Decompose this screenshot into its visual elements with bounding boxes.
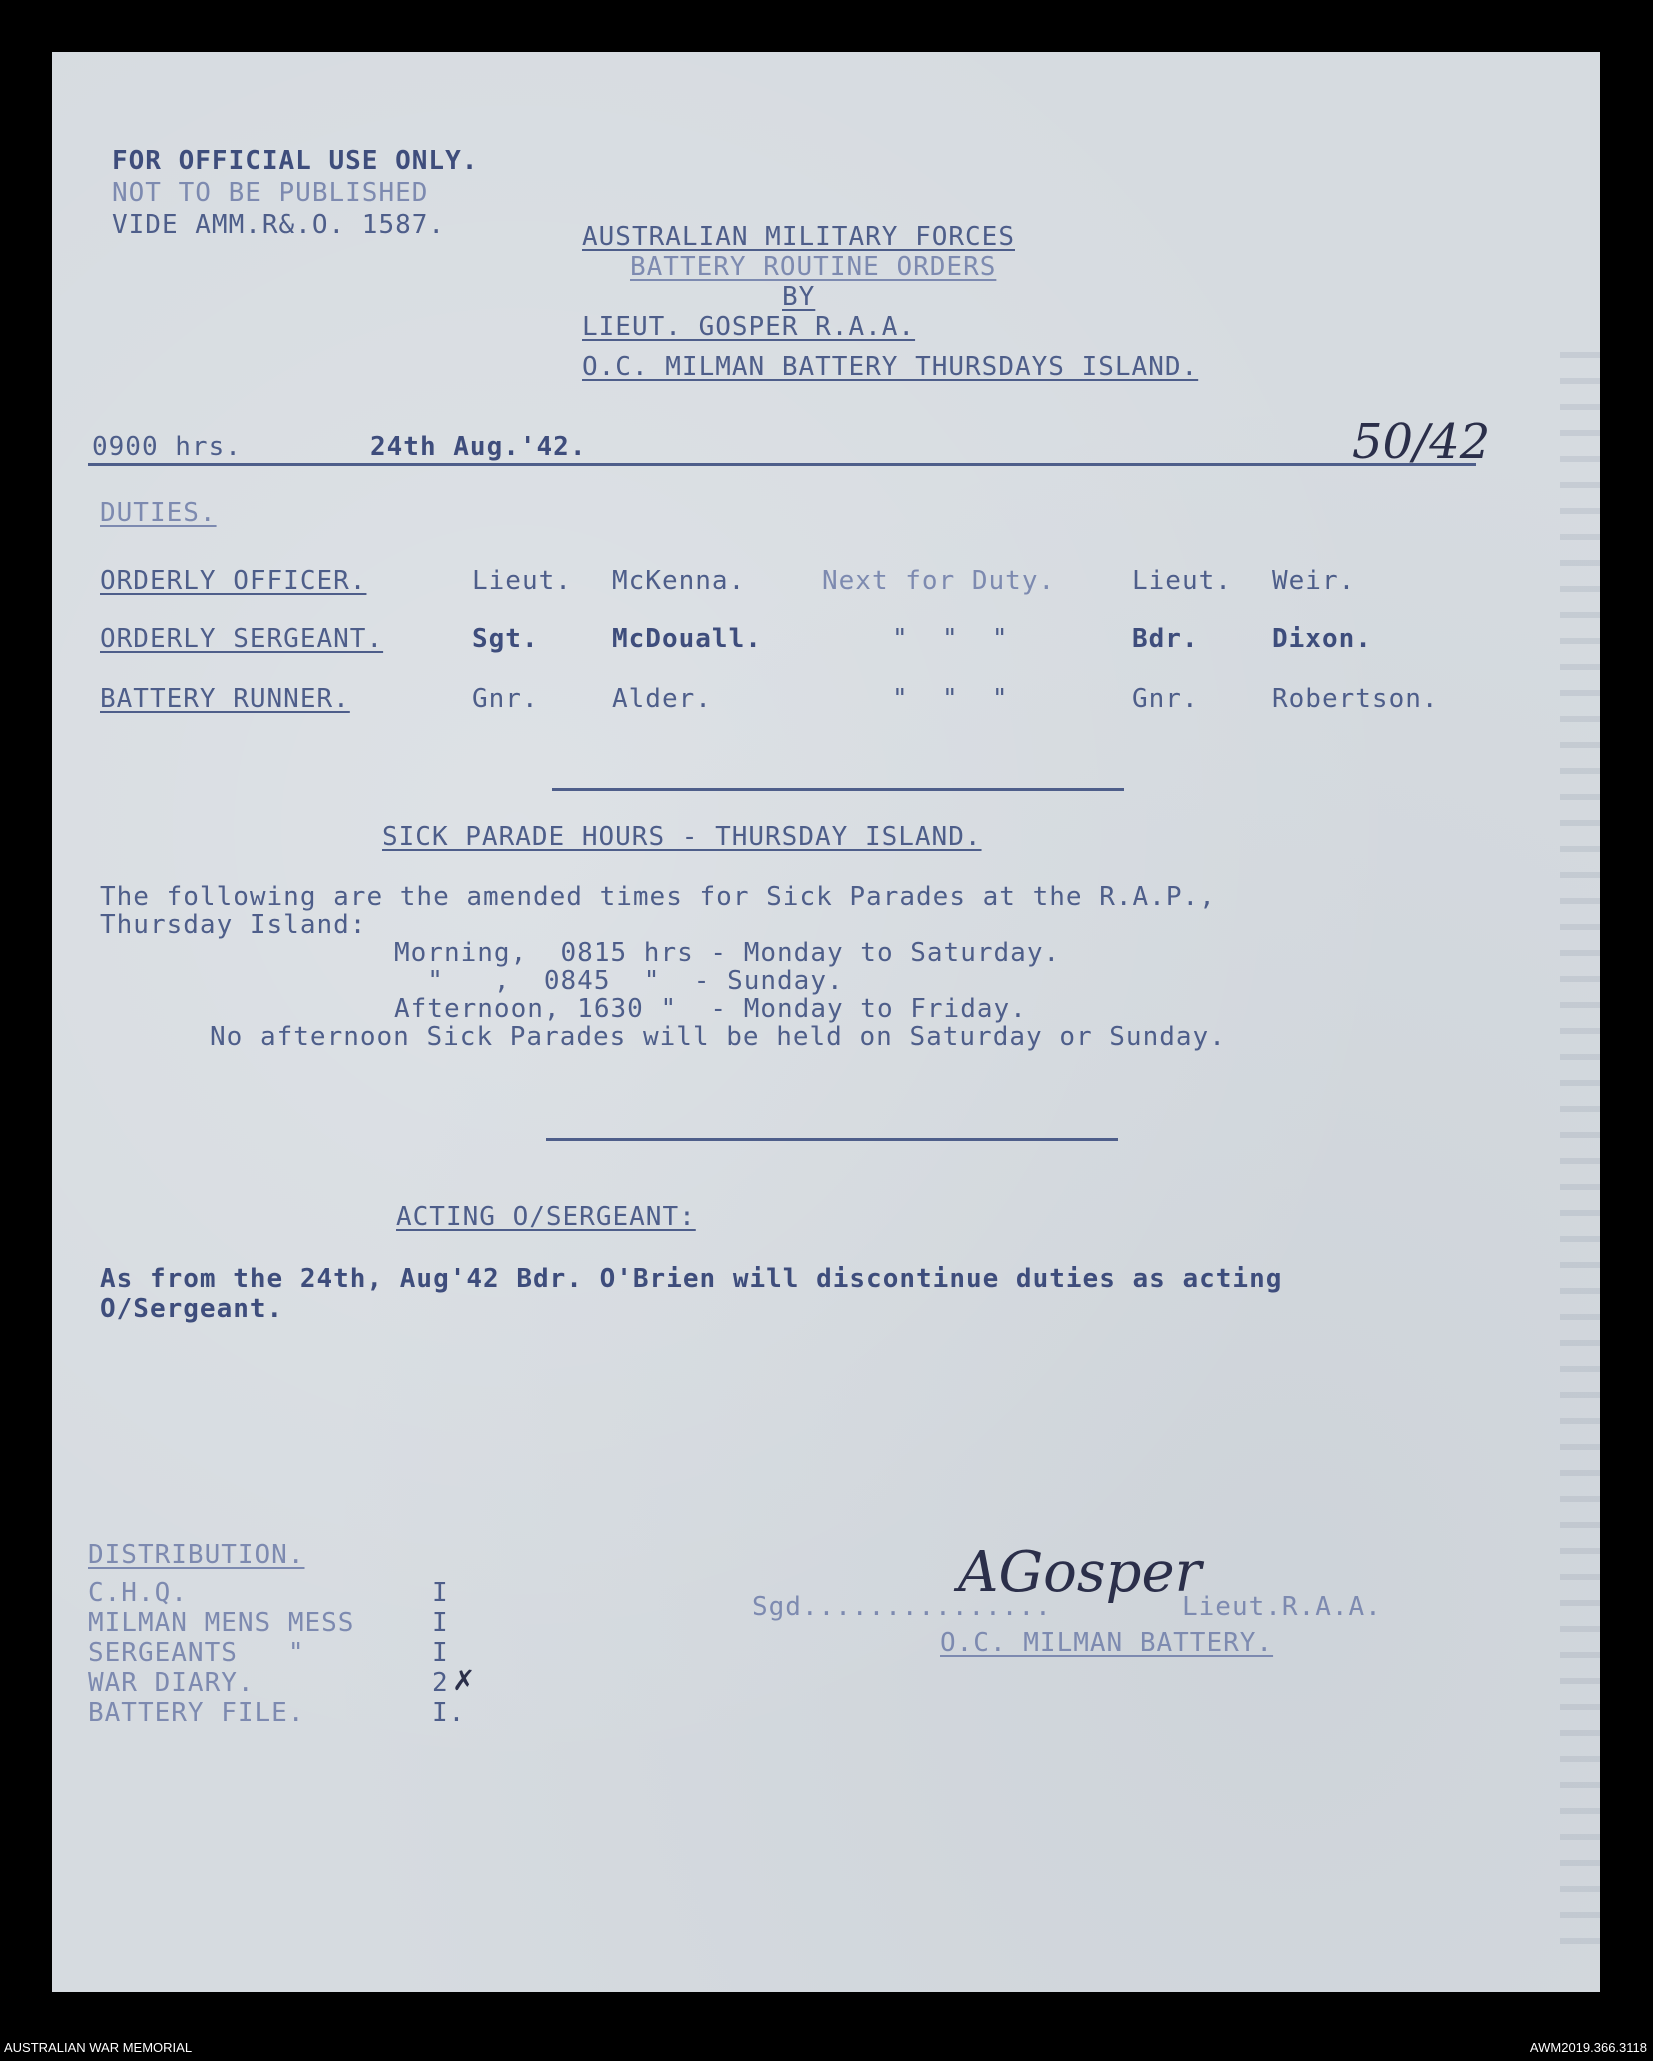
restriction-line-2: NOT TO BE PUBLISHED [112,178,429,208]
acting-sergeant-text-2: O/Sergeant. [100,1294,284,1324]
sick-parade-time-3: Afternoon, 1630 " - Monday to Friday. [394,994,1027,1024]
duty-rank-3: Gnr. [472,684,539,714]
document-page [52,52,1600,1992]
duty-name-1: McKenna. [612,566,746,596]
date-underline [88,463,1476,466]
duty-next-1: Next for Duty. [822,566,1056,596]
acting-sergeant-text-1: As from the 24th, Aug'42 Bdr. O'Brien will discontinue duties as acting [100,1264,1283,1294]
duty-next-name-2: Dixon. [1272,624,1372,654]
order-time: 0900 hrs. [92,432,242,462]
handwritten-signature: AGosper [958,1540,1202,1605]
heading-officer: LIEUT. GOSPER R.A.A. [582,312,916,342]
duty-next-rank-1: Lieut. [1132,566,1232,596]
sick-parade-note: No afternoon Sick Parades will be held on Saturday or Sunday. [210,1022,1226,1052]
handwritten-tick: ✗ [452,1664,476,1697]
acting-sergeant-title: ACTING O/SERGEANT: [396,1202,696,1232]
heading-forces: AUSTRALIAN MILITARY FORCES [582,222,1015,252]
distribution-count-4: 2 [432,1668,449,1698]
duty-name-3: Alder. [612,684,712,714]
sick-parade-title: SICK PARADE HOURS - THURSDAY ISLAND. [382,822,982,852]
heading-routine-orders: BATTERY ROUTINE ORDERS [630,252,997,282]
duty-role-1: ORDERLY OFFICER. [100,566,367,596]
footer-accession-number: AWM2019.366.3118 [1529,2040,1647,2055]
duty-rank-2: Sgt. [472,624,539,654]
duty-role-2: ORDERLY SERGEANT. [100,624,384,654]
distribution-count-1: I [432,1578,449,1608]
restriction-line-1: FOR OFFICIAL USE ONLY. [112,146,479,176]
heading-command: O.C. MILMAN BATTERY THURSDAYS ISLAND. [582,352,1199,382]
heading-by: BY [782,282,816,312]
signature-title: O.C. MILMAN BATTERY. [940,1628,1274,1658]
distribution-item-3: SERGEANTS " [88,1638,305,1668]
distribution-item-2: MILMAN MENS MESS [88,1608,355,1638]
order-date: 24th Aug.'42. [370,432,587,462]
restriction-line-3: VIDE AMM.R&.O. 1587. [112,210,446,240]
distribution-count-2: I [432,1608,449,1638]
sick-parade-time-1: Morning, 0815 hrs - Monday to Saturday. [394,938,1061,968]
duty-name-2: McDouall. [612,624,762,654]
distribution-title: DISTRIBUTION. [88,1540,305,1570]
duty-role-3: BATTERY RUNNER. [100,684,350,714]
duty-next-name-3: Robertson. [1272,684,1439,714]
distribution-item-1: C.H.Q. [88,1578,188,1608]
duty-next-name-1: Weir. [1272,566,1356,596]
footer-archive-name: AUSTRALIAN WAR MEMORIAL [4,2040,193,2055]
duty-rank-1: Lieut. [472,566,572,596]
duty-next-2: " " " [892,624,1009,654]
section-divider-2 [546,1138,1118,1141]
carbon-edge-marks [1560,352,1600,1952]
signed-prefix: Sgd............... [752,1592,1052,1622]
distribution-count-3: I [432,1638,449,1668]
sick-parade-intro-2: Thursday Island: [100,910,367,940]
duty-next-3: " " " [892,684,1009,714]
signed-suffix: Lieut.R.A.A. [1182,1592,1382,1622]
sick-parade-intro-1: The following are the amended times for Sick Parades at the R.A.P., [100,882,1216,912]
duties-title: DUTIES. [100,498,217,528]
duty-next-rank-2: Bdr. [1132,624,1199,654]
distribution-item-5: BATTERY FILE. [88,1698,305,1728]
order-number-handwritten: 50/42 [1352,414,1491,470]
duty-next-rank-3: Gnr. [1132,684,1199,714]
section-divider-1 [552,788,1124,791]
distribution-item-4: WAR DIARY. [88,1668,255,1698]
distribution-count-5: I. [432,1698,466,1728]
sick-parade-time-2: " , 0845 " - Sunday. [394,966,844,996]
